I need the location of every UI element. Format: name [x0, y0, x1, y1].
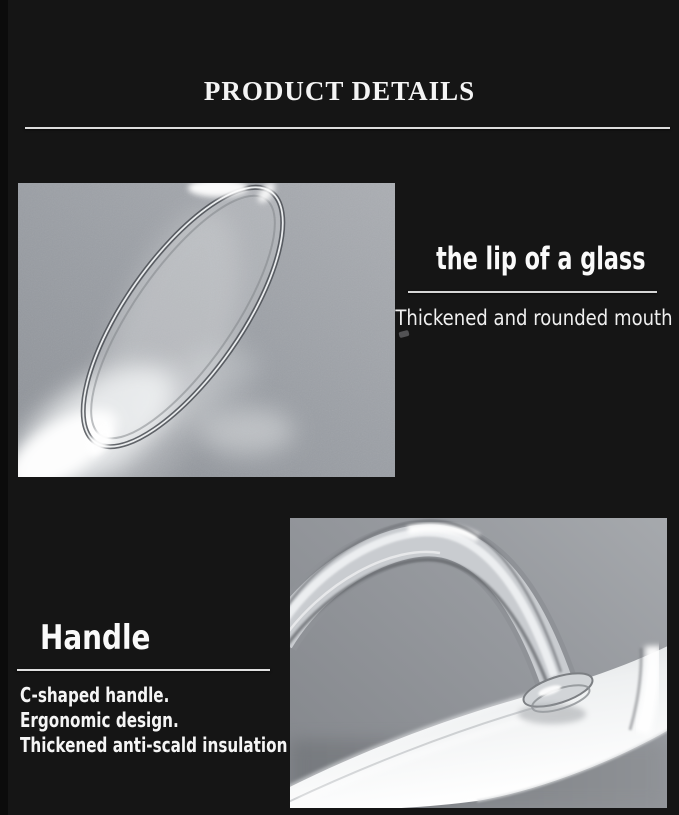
left-edge-strip — [0, 0, 8, 815]
handle-heading: Handle — [40, 618, 151, 658]
handle-feature: Ergonomic design. — [20, 708, 179, 732]
lip-heading: the lip of a glass — [436, 241, 646, 277]
handle-feature: Thickened anti-scald insulation — [20, 733, 288, 757]
lip-photo — [18, 183, 395, 477]
lip-photo-illustration — [18, 183, 395, 477]
handle-divider — [17, 669, 270, 671]
handle-photo — [290, 518, 667, 808]
handle-feature-list — [20, 683, 287, 758]
lip-subheading: Thickened and rounded mouth — [395, 306, 673, 330]
handle-photo-illustration — [290, 518, 667, 808]
title-divider — [25, 127, 670, 129]
handle-feature: C-shaped handle. — [20, 683, 170, 707]
image-artifact-speck — [398, 330, 409, 338]
lip-divider — [408, 291, 657, 293]
page-title: PRODUCT DETAILS — [203, 76, 476, 106]
